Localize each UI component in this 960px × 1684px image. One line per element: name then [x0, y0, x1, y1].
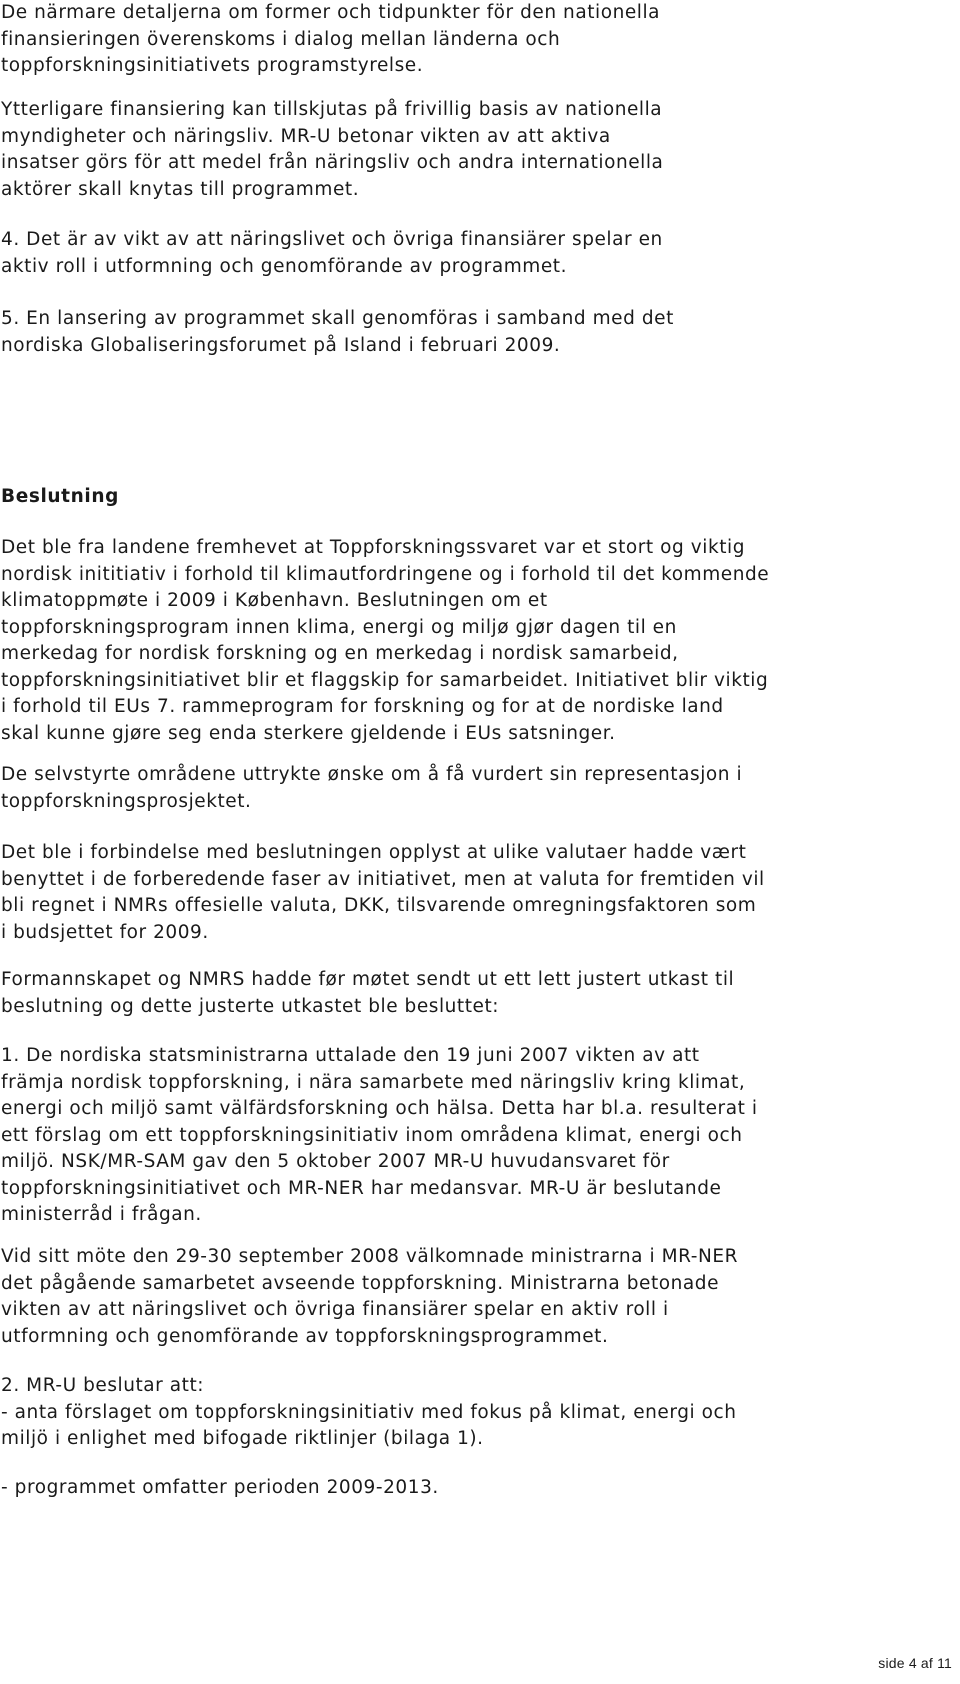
paragraph-point-4 — [1, 227, 951, 280]
text-line: främja nordisk toppforskning, i nära samarbete med näringsliv kring klimat, — [1, 1071, 746, 1093]
text-line: 1. De nordiska statsministrarna uttalade den 19 juni 2007 vikten av att — [1, 1045, 700, 1066]
text-line: Formannskapet og NMRS hadde før møtet sendt ut ett lett justert utkast til — [1, 969, 735, 990]
text-line: toppforskningsinitiativet blir et flaggskip for samarbeidet. Initiativet blir viktig — [1, 669, 769, 691]
text-line: benyttet i de forberedende faser av initiativet, men at valuta for fremtiden vil — [1, 868, 765, 890]
text-line: bli regnet i NMRs offesielle valuta, DKK, tilsvarende omregningsfaktoren som — [1, 895, 757, 916]
text-line: Det ble i forbindelse med beslutningen opplyst at ulike valutaer hadde vært — [1, 842, 747, 863]
text-line: skal kunne gjøre seg enda sterkere gjeldende i EUs satsninger. — [1, 722, 616, 744]
paragraph-point-2 — [1, 1373, 951, 1453]
paragraph-autonomous-areas — [1, 762, 951, 815]
page-number: side 4 af 11 — [878, 1655, 952, 1671]
text-line: i budsjettet for 2009. — [1, 921, 209, 943]
text-line: myndigheter och näringsliv. MR-U betonar vikten av att aktiva — [1, 125, 611, 147]
text-line: De närmare detaljerna om former och tidpunkter för den nationella — [1, 2, 661, 23]
paragraph-national-financing — [1, 0, 951, 80]
text-line: utformning och genomförande av toppforskningsprogrammet. — [1, 1325, 609, 1347]
text-line: finansieringen överenskoms i dialog mellan länderna och — [1, 28, 561, 50]
text-line: 4. Det är av vikt av att näringslivet och övriga finansiärer spelar en — [1, 229, 663, 250]
paragraph-currency — [1, 840, 951, 946]
text-line: - anta förslaget om toppforskningsinitiativ med fokus på klimat, energi och — [1, 1401, 737, 1423]
text-line: miljö. NSK/MR-SAM gav den 5 oktober 2007 MR-U huvudansvaret för — [1, 1151, 670, 1172]
paragraph-program-period — [1, 1475, 951, 1502]
paragraph-decision-intro — [1, 535, 951, 747]
paragraph-point-1 — [1, 1043, 951, 1229]
text-line: Det ble fra landene fremhevet at Toppforskningssvaret var et stort og viktig — [1, 537, 745, 558]
section-heading: Beslutning — [1, 486, 119, 507]
text-line: aktiv roll i utformning och genomförande av programmet. — [1, 255, 568, 277]
text-line: i forhold til EUs 7. rammeprogram for forskning og for at de nordiske land — [1, 696, 724, 717]
text-line: beslutning og dette justerte utkastet ble besluttet: — [1, 995, 500, 1017]
text-line: klimatoppmøte i 2009 i København. Beslutningen om et — [1, 590, 548, 611]
text-line: 2. MR-U beslutar att: — [1, 1375, 205, 1396]
text-line: ministerråd i frågan. — [1, 1204, 202, 1225]
text-line: 5. En lansering av programmet skall genomföras i samband med det — [1, 308, 674, 329]
text-line: miljö i enlighet med bifogade riktlinjer (bilaga 1). — [1, 1428, 484, 1449]
text-line: toppforskningsinitiativet och MR-NER har medansvar. MR-U är beslutande — [1, 1177, 722, 1199]
text-line: merkedag for nordisk forskning og en merkedag i nordisk samarbeid, — [1, 643, 679, 664]
text-line: - programmet omfatter perioden 2009-2013. — [1, 1477, 439, 1498]
text-line: De selvstyrte områdene uttrykte ønske om å få vurdert sin representasjon i — [1, 764, 743, 785]
text-line: toppforskningsprogram innen klima, energi og miljø gjør dagen til en — [1, 616, 677, 638]
paragraph-point-5 — [1, 306, 951, 359]
text-line: energi och miljö samt välfärdsforskning och hälsa. Detta har bl.a. resulterat i — [1, 1098, 758, 1119]
text-line: aktörer skall knytas till programmet. — [1, 178, 360, 200]
text-line: insatser görs för att medel från näringsliv och andra internationella — [1, 152, 664, 173]
paragraph-presidency-draft — [1, 967, 951, 1020]
text-line: toppforskningsinitiativets programstyrelse. — [1, 55, 424, 76]
text-line: Vid sitt möte den 29-30 september 2008 välkomnade ministrarna i MR-NER — [1, 1246, 739, 1267]
paragraph-additional-financing — [1, 97, 951, 203]
text-line: det pågående samarbetet avseende toppforskning. Ministrarna betonade — [1, 1272, 720, 1294]
text-line: ett förslag om ett toppforskningsinitiativ inom områdena klimat, energi och — [1, 1124, 743, 1146]
paragraph-mr-ner-meeting — [1, 1244, 951, 1350]
text-line: nordiska Globaliseringsforumet på Island i februari 2009. — [1, 334, 561, 356]
text-line: Ytterligare finansiering kan tillskjutas på frivillig basis av nationella — [1, 99, 663, 120]
text-line: nordisk inititiativ i forhold til klimautfordringene og i forhold til det kommende — [1, 563, 770, 585]
text-line: vikten av att näringslivet och övriga finansiärer spelar en aktiv roll i — [1, 1299, 669, 1320]
text-line: toppforskningsprosjektet. — [1, 790, 252, 812]
